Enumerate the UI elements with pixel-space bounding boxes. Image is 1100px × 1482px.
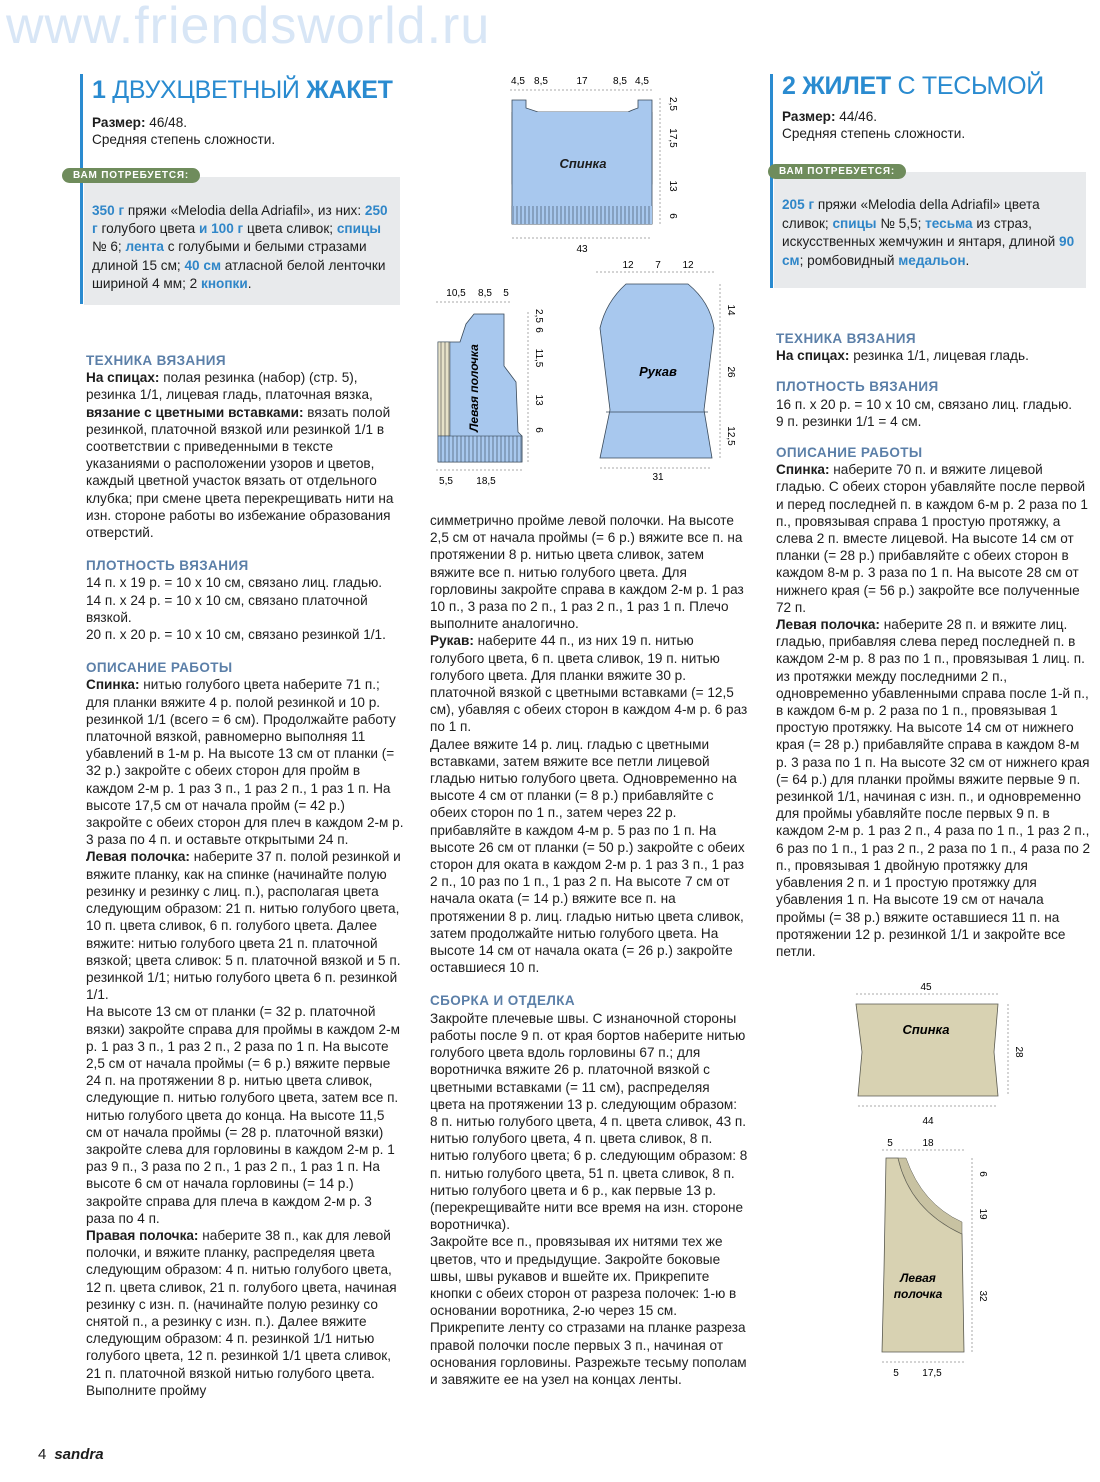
front-right-4: 13 bbox=[533, 394, 544, 406]
front-top-1: 10,5 bbox=[446, 288, 466, 299]
vest-back-top: 45 bbox=[920, 982, 932, 993]
back-top-4: 8,5 bbox=[613, 76, 627, 87]
project2-size: Размер: 44/46. Средняя степень сложности. bbox=[782, 109, 966, 142]
back-bottom: 43 bbox=[576, 244, 588, 255]
vest-back-right: 28 bbox=[1013, 1046, 1024, 1058]
technique-heading: ТЕХНИКА ВЯЗАНИЯ bbox=[86, 353, 226, 368]
vest-front-diagram bbox=[882, 1138, 988, 1379]
back-right-4: 6 bbox=[667, 213, 678, 219]
project2-materials: 205 г пряжи «Melodia della Adriafil» цвета сливок; спицы № 5,5; тесьма из страз, искусственных жемчужин и янтаря, длиной 90 см; ромбовидный медальон. bbox=[782, 197, 1075, 268]
front-bottom-1: 5,5 bbox=[439, 476, 453, 487]
front-right-2: 6 bbox=[533, 327, 544, 333]
vest-front-right-2: 19 bbox=[977, 1208, 988, 1220]
front-top-2: 8,5 bbox=[478, 288, 492, 299]
description2-heading: ОПИСАНИЕ РАБОТЫ bbox=[776, 445, 923, 461]
sleeve-diagram bbox=[596, 260, 736, 483]
back-top-3: 17 bbox=[576, 76, 588, 87]
vest-front-label-2: полочка bbox=[893, 1287, 943, 1301]
project1-title: 1 ДВУХЦВЕТНЫЙ ЖАКЕТ bbox=[92, 76, 393, 104]
sleeve-top-3: 12 bbox=[682, 260, 694, 271]
back-right-3: 13 bbox=[667, 180, 678, 192]
brand-logo: sandra bbox=[54, 1446, 104, 1463]
back-top-2: 8,5 bbox=[534, 76, 548, 87]
sleeve-top-2: 7 bbox=[655, 260, 661, 271]
project1-size: Размер: 46/48. Средняя степень сложности. bbox=[92, 115, 276, 148]
front-right-1: 2,5 bbox=[533, 309, 544, 323]
front-rib bbox=[438, 342, 450, 436]
description-heading: ОПИСАНИЕ РАБОТЫ bbox=[86, 660, 233, 676]
back-right-2: 17,5 bbox=[667, 128, 678, 148]
back-top-5: 4,5 bbox=[635, 76, 649, 87]
project1-diagrams bbox=[420, 66, 760, 486]
back-top-1: 4,5 bbox=[511, 76, 525, 87]
vest-front-shape bbox=[882, 1158, 964, 1352]
sleeve-right-3: 12,5 bbox=[725, 426, 736, 446]
front-right-5: 6 bbox=[533, 427, 544, 433]
watermark: www.friendsworld.ru bbox=[6, 0, 491, 55]
vest-back-bottom: 44 bbox=[922, 1116, 934, 1127]
project2-title: 2 ЖИЛЕТ С ТЕСЬМОЙ bbox=[782, 72, 1044, 100]
vest-front-bottom-2: 17,5 bbox=[922, 1368, 942, 1379]
front-bottom-2: 18,5 bbox=[476, 476, 496, 487]
technique2-heading: ТЕХНИКА ВЯЗАНИЯ bbox=[776, 331, 916, 346]
sleeve-label: Рукав bbox=[639, 364, 677, 379]
project2-diagrams bbox=[840, 974, 1024, 1382]
vest-back-shape bbox=[856, 1004, 998, 1096]
vest-back-diagram bbox=[856, 982, 1024, 1127]
front-diagram bbox=[436, 288, 544, 487]
title-accent-bar bbox=[80, 74, 83, 304]
page-number: 4 bbox=[38, 1446, 47, 1463]
density2-heading: ПЛОТНОСТЬ ВЯЗАНИЯ bbox=[776, 379, 939, 395]
front-right-3: 11,5 bbox=[533, 348, 544, 368]
sleeve-top-1: 12 bbox=[622, 260, 634, 271]
front-label: Левая полочка bbox=[467, 344, 481, 432]
sleeve-right-1: 14 bbox=[725, 304, 736, 316]
title2-accent-bar bbox=[770, 74, 773, 288]
back-diagram bbox=[510, 76, 678, 255]
sleeve-right-2: 26 bbox=[725, 366, 736, 378]
assembly-heading: СБОРКА И ОТДЕЛКА bbox=[430, 993, 576, 1009]
project1-column-middle: симметрично пройме левой полочки. На высоте 2,5 см от начала проймы (= 6 р.) вяжите все п. на протяжении 8 р. нитью цвета сливок, затем вяжите все п. нитью голубого цвета. Для горловины закройте справа в каждом 2-м р. 1 раз 10 п., 3 раза по 2 п., 1 раз 2 п., 1 раз 1 п. Плечо выполните аналогично. Рукав: наберите 44 п., из них 19 п. нитью голубого цвета, 6 п. цвета сливок, 19 п. нитью голубого цвета. Для планки вяжите 30 р. платочной вязкой с цветными вставками (= 12,5 см), убавляя с обеих сторон в каждом 4-м р. 6 раз по 1 п. Далее вяжите 14 р. лиц. гладью с цветными вставками, затем вяжите все петли лицевой гладью нитью голубого цвета. Одновременно на высоте 4 см от планки (= 8 р.) прибавляйте с обеих сторон по 1 п., затем через 22 р. прибавляйте в каждом 4-м р. 5 раз по 1 п. На высоте 26 см от планки (= 50 р.) закройте с обеих сторон для оката в каждом 2-м р. 1 раз 3 п., 1 раз 2 п., 10 раз по 1 п., 1 раз 2 п. На высоте 7 см от начала оката (= 14 р.) вяжите все п. на протяжении 8 р. лиц. гладью нитью цвета сливок, затем продолжайте нитью голубого цвета. На высоте 14 см от начала оката (= 26 р.) закройте оставшиеся 10 п. СБОРКА И ОТДЕЛКА Закройте плечевые швы. С изнаночной стороны работы после 9 п. от края бортов наберите нитью голубого цвета вдоль горловины 67 п.; для воротничка вяжите 26 р. платочной вязкой с цветными вставками (= 11 см), распределяя цвета на протяжении 13 р. следующим образом: 8 п. нитью голубого цвета, 4 п. цвета сливок, 43 п. нитью голубого цвета, 4 п. цвета сливок, 8 п. нитью голубого цвета; 6 р. следующим образом: 8 п. нитью голубого цвета, 51 п. цвета сливок, 8 п. нитью голубого цвета и 6 р., как первые 13 р. (перекрещивайте нити все время на изн. стороне воротничка). Закройте все п., провязывая их нитями тех же цветов, что и предыдущие. Закройте боковые швы, швы рукавов и вшейте их. Прикрепите кнопки с обеих сторон от разреза полочек: 1-ю в основании воротника, 2-ю через 15 см. Прикрепите ленту со стразами на планке разреза правой полочки после первых 3 п., начиная от основания горловины. Разрежьте тесьму пополам и завяжите ее на узел на концах ленты. bbox=[430, 513, 748, 1387]
page-footer bbox=[38, 1446, 104, 1463]
vest-front-top-1: 5 bbox=[887, 1138, 893, 1149]
project2-needs-pill: ВАМ ПОТРЕБУЕТСЯ: bbox=[768, 164, 906, 179]
vest-front-top-2: 18 bbox=[922, 1138, 934, 1149]
density-heading: ПЛОТНОСТЬ ВЯЗАНИЯ bbox=[86, 558, 249, 574]
back-label: Спинка bbox=[559, 156, 607, 171]
project2-column: ТЕХНИКА ВЯЗАНИЯ На спицах: резинка 1/1, лицевая гладь. ПЛОТНОСТЬ ВЯЗАНИЯ 16 п. x 20 р. = 10 x 10 см, связано лиц. гладью. 9 п. резинки 1/1 = 4 см. ОПИСАНИЕ РАБОТЫ Спинка: наберите 70 п. и вяжите лицевой гладью. С обеих сторон убавляйте после первой и перед последней п. в каждом 6-м р. 2 раза по 1 п., провязывая справа 1 простую протяжку, а слева 2 п. вместе лицевой. На высоте 14 см от планки (= 28 р.) прибавляйте с обеих сторон в каждом 8-м р. 3 раза по 1 п. На высоте 28 см от нижнего края (= 56 р.) закройте все полученные 72 п. Левая полочка: наберите 28 п. и вяжите лиц. гладью, прибавляя слева перед последней п. в каждом 2-м р. 8 раз по 1 п., провязывая 1 лиц. п. из протяжки между последними 2 п., одновременно убавленными справа после 1-й п., в каждом 6-м р. 2 раза по 1 п., провязывая 1 простую протяжку. На высоте 14 см от нижнего края (= 28 р.) прибавляйте справа в каждом 8-м р. 3 раза по 1 п. На высоте 32 см от нижнего края (= 64 р.) для планки проймы вяжите первые 9 п. резинкой 1/1, начиная с изн. п., и одновременно для проймы убавляйте после первых 9 п. в каждом 2-м р. 1 раз 2 п., 4 раза по 1 п., 1 раз 2 п., 6 раз по 1 п., 1 раз 2 п., 2 раза по 1 п., 4 раза по 2 п., провязывая 1 двойную протяжку для убавления 2 п. и 1 простую протяжку для убавления 1 п. На высоте 19 см от начала проймы (= 38 р.) вяжите оставшиеся 11 п. на протяжении 12 р. резинкой 1/1 и закройте все петли. bbox=[776, 331, 1091, 959]
project1-materials: 350 г пряжи «Melodia della Adriafil», из них: 250 г голубого цвета и 100 г цвета сливок; спицы № 6; лента с голубыми и белыми стразами длиной 15 см; 40 см атласной белой ленточки шириной 4 мм; 2 кнопки. bbox=[92, 203, 388, 291]
front-top-3: 5 bbox=[503, 288, 509, 299]
vest-front-label-1: Левая bbox=[900, 1271, 936, 1285]
vest-front-right-1: 6 bbox=[977, 1171, 988, 1177]
project1-needs-pill: ВАМ ПОТРЕБУЕТСЯ: bbox=[62, 168, 200, 183]
vest-back-label: Спинка bbox=[902, 1022, 950, 1037]
vest-front-right-3: 32 bbox=[977, 1290, 988, 1302]
project1-column-left: ТЕХНИКА ВЯЗАНИЯ На спицах: полая резинка (набор) (стр. 5), резинка 1/1, лицевая гладь, платочная вязка, вязание с цветными вставками: вязать полой резинкой, платочной вязкой или резинкой 1/1 в соответствии с приведенными в тексте указаниями о расположении узоров и цветов, каждый цветной участок вязать от отдельного клубка; при смене цвета перекрещивать нити на изн. стороне работы во избежание образования отверстий. ПЛОТНОСТЬ ВЯЗАНИЯ 14 п. x 19 р. = 10 x 10 см, связано лиц. гладью. 14 п. x 24 р. = 10 x 10 см, связано платочной вязкой. 20 п. x 20 р. = 10 x 10 см, связано резинкой 1/1. ОПИСАНИЕ РАБОТЫ Спинка: нитью голубого цвета наберите 71 п.; для планки вяжите 4 р. полой резинкой и 10 р. резинкой 1/1 (всего = 6 см). Продолжайте работу платочной вязкой, равномерно выполняя 11 убавлений в 1-м р. На высоте 13 см от планки (= 32 р.) закройте с обеих сторон для пройм в каждом 2-м р. 1 раз 3 п., 1 раз 2 п., 1 раз 1 п. На высоте 17,5 см от начала пройм (= 42 р.) закройте с обеих сторон для плеч в каждом 2-м р. 3 раза по 4 п. и оставьте открытыми 24 п. Левая полочка: наберите 37 п. полой резинкой и вяжите планку, как на спинке (начинайте полую резинку и резинку с лиц. п.), располагая цвета следующим образом: 21 п. нитью голубого цвета, 10 п. цвета сливок, 6 п. голубого цвета. Далее вяжите: нитью голубого цвета 21 п. платочной вязкой; цвета сливок: 5 п. платочной вязкой и 5 п. резинкой 1/1; нитью голубого цвета 6 п. резинкой 1/1. На высоте 13 см от планки (= 32 р. платочной вязки) закройте справа для проймы в каждом 2-м р. 1 раз 3 п., 1 раз 2 п., 2 раза по 1 п. На высоте 2,5 см от начала проймы (= 6 р.) вяжите первые 24 п. на протяжении 8 р. нитью цвета сливок, следующие п. нитью голубого цвета, затем все п. нитью голубого цвета до конца. На высоте 11,5 см от начала проймы (= 28 р. платочной вязки) закройте слева для горловины в каждом 2-м р. 1 раз 9 п., 3 раза по 2 п., 1 раз 2 п., 1 раз 1 п. На высоте 6 см от начала горловины (= 14 р.) закройте справа для плеча в каждом 2-м р. 3 раза по 4 п. Правая полочка: наберите 38 п., как для левой полочки, и вяжите планку, распределяя цвета следующим образом: 4 п. нитью голубого цвета, 12 п. цвета сливок, 21 п. голубого цвета, начиная резинку с изн. п. (начинайте полую резинку со снятой п., а резинку с изн. п.). Далее вяжите следующим образом: 4 п. резинкой 1/1 нитью голубого цвета, 12 п. резинкой 1/1 цвета сливок, 21 п. платочной вязкой нитью голубого цвета. Выполните пройму bbox=[86, 353, 404, 1398]
back-right-1: 2,5 bbox=[667, 97, 678, 111]
sleeve-bottom: 31 bbox=[652, 472, 664, 483]
vest-front-bottom-1: 5 bbox=[893, 1368, 899, 1379]
